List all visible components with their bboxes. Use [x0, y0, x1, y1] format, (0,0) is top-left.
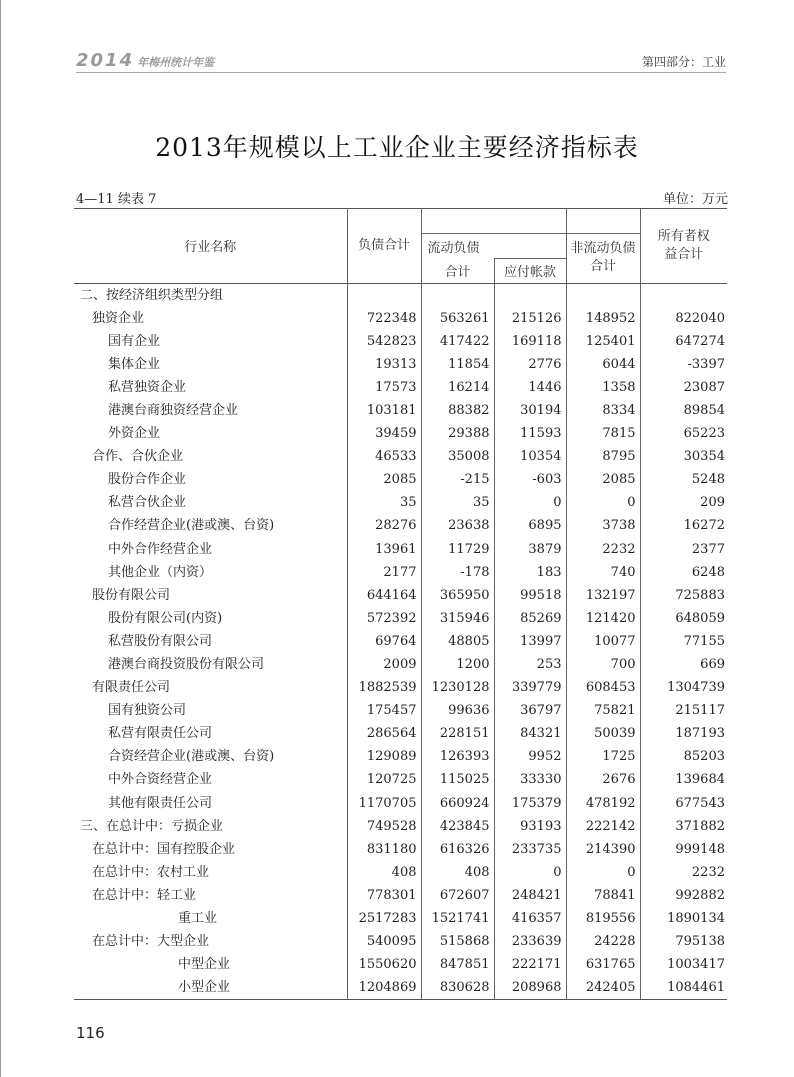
- total-liabilities-cell: 1204869: [347, 976, 421, 1000]
- table-row: [74, 907, 727, 930]
- table-row: [74, 884, 727, 907]
- page-title: 2013年规模以上工业企业主要经济指标表: [155, 133, 639, 162]
- noncurrent-cell: 0: [566, 491, 640, 514]
- equity-cell: 187193: [675, 726, 725, 742]
- total-liabilities-cell: 28276: [347, 514, 421, 537]
- equity-cell: 89854: [683, 402, 725, 418]
- table-row: [74, 676, 727, 699]
- row-label: 国有企业: [74, 330, 347, 353]
- accounts-payable-cell: -603: [494, 468, 566, 491]
- table-row: [74, 976, 727, 1000]
- row-label: 私营有限责任公司: [74, 722, 347, 745]
- noncurrent-cell: 7815: [566, 422, 640, 445]
- total-liabilities-cell: 722348: [347, 307, 421, 330]
- row-label: 在总计中：大型企业: [74, 930, 347, 953]
- total-liabilities-cell: 572392: [347, 607, 421, 630]
- accounts-payable-cell: 169118: [494, 330, 566, 353]
- yearbook-logo: [76, 50, 214, 71]
- noncurrent-cell: 50039: [566, 722, 640, 745]
- current-total-cell: 660924: [421, 792, 494, 815]
- accounts-payable-cell: 85269: [494, 607, 566, 630]
- accounts-payable-cell: 99518: [494, 584, 566, 607]
- current-total-cell: -215: [421, 468, 494, 491]
- table-row: [74, 445, 727, 468]
- noncurrent-cell: 8795: [566, 445, 640, 468]
- total-liabilities-cell: 13961: [347, 538, 421, 561]
- row-label: 有限责任公司: [74, 676, 347, 699]
- data-table-container: [74, 208, 727, 1000]
- row-label: 在总计中：国有控股企业: [74, 838, 347, 861]
- current-total-cell: 515868: [421, 930, 494, 953]
- noncurrent-cell: 740: [566, 561, 640, 584]
- table-row: [74, 330, 727, 353]
- table-row: [74, 353, 727, 376]
- table-row: [74, 792, 727, 815]
- equity-cell: 992882: [675, 887, 725, 903]
- current-total-cell: 417422: [421, 330, 494, 353]
- accounts-payable-cell: 208968: [494, 976, 566, 1000]
- total-liabilities-cell: 644164: [347, 584, 421, 607]
- equity-cell: 77155: [683, 633, 725, 649]
- total-liabilities-cell: 1882539: [347, 676, 421, 699]
- row-label: 私营独资企业: [74, 376, 347, 399]
- table-row: [74, 630, 727, 653]
- current-total-cell: 29388: [421, 422, 494, 445]
- noncurrent-cell: 700: [566, 653, 640, 676]
- noncurrent-cell: 75821: [566, 699, 640, 722]
- accounts-payable-cell: 3879: [494, 538, 566, 561]
- total-liabilities-cell: 2009: [347, 653, 421, 676]
- total-liabilities-cell: 17573: [347, 376, 421, 399]
- noncurrent-cell: 148952: [566, 307, 640, 330]
- total-liabilities-cell: 778301: [347, 884, 421, 907]
- table-number: 4—11 续表 7: [76, 192, 157, 207]
- current-total-cell: 408: [421, 861, 494, 884]
- noncurrent-cell: 132197: [566, 584, 640, 607]
- equity-cell: 5248: [691, 472, 725, 488]
- row-label: 中型企业: [74, 953, 347, 976]
- equity-cell: 795138: [675, 934, 725, 950]
- total-liabilities-cell: 540095: [347, 930, 421, 953]
- total-liabilities-cell: 286564: [347, 722, 421, 745]
- equity-cell: 647274: [675, 333, 725, 349]
- running-header: [76, 50, 726, 73]
- current-total-cell: 563261: [421, 307, 494, 330]
- accounts-payable-cell: 215126: [494, 307, 566, 330]
- current-total-cell: [421, 283, 494, 307]
- row-label: 国有独资公司: [74, 699, 347, 722]
- current-total-cell: -178: [421, 561, 494, 584]
- noncurrent-cell: 125401: [566, 330, 640, 353]
- row-label: 股份合作企业: [74, 468, 347, 491]
- table-row: [74, 399, 727, 422]
- accounts-payable-cell: 33330: [494, 768, 566, 791]
- current-total-cell: 1521741: [421, 907, 494, 930]
- accounts-payable-cell: 30194: [494, 399, 566, 422]
- noncurrent-cell: 222142: [566, 815, 640, 838]
- header-current-liabilities: 流动负债: [421, 234, 566, 259]
- row-label: 二、按经济组织类型分组: [74, 283, 347, 307]
- noncurrent-cell: 0: [566, 861, 640, 884]
- table-row: [74, 422, 727, 445]
- equity-cell: 139684: [675, 772, 725, 788]
- accounts-payable-cell: 339779: [494, 676, 566, 699]
- accounts-payable-cell: 253: [494, 653, 566, 676]
- table-row: [74, 838, 727, 861]
- row-label: 股份有限公司(内资): [74, 607, 347, 630]
- noncurrent-cell: 24228: [566, 930, 640, 953]
- noncurrent-cell: [566, 283, 640, 307]
- table-body: [74, 283, 727, 1000]
- equity-cell: 1890134: [667, 911, 725, 927]
- current-total-cell: 1200: [421, 653, 494, 676]
- total-liabilities-cell: 69764: [347, 630, 421, 653]
- row-label: 重工业: [74, 907, 347, 930]
- accounts-payable-cell: 233639: [494, 930, 566, 953]
- total-liabilities-cell: 103181: [347, 399, 421, 422]
- current-total-cell: 35008: [421, 445, 494, 468]
- equity-cell: 669: [700, 657, 725, 672]
- table-row: [74, 514, 727, 537]
- current-total-cell: 228151: [421, 722, 494, 745]
- accounts-payable-cell: 1446: [494, 376, 566, 399]
- accounts-payable-cell: 248421: [494, 884, 566, 907]
- data-table: [74, 208, 727, 1000]
- current-total-cell: 16214: [421, 376, 494, 399]
- row-label: 其他企业（内资）: [74, 561, 347, 584]
- row-label: 私营合伙企业: [74, 491, 347, 514]
- current-total-cell: 423845: [421, 815, 494, 838]
- table-row: [74, 722, 727, 745]
- equity-cell: [640, 283, 727, 307]
- current-total-cell: 315946: [421, 607, 494, 630]
- total-liabilities-cell: 408: [347, 861, 421, 884]
- row-label: 中外合资经营企业: [74, 768, 347, 791]
- noncurrent-cell: 6044: [566, 353, 640, 376]
- current-total-cell: 23638: [421, 514, 494, 537]
- total-liabilities-cell: 1170705: [347, 792, 421, 815]
- row-label: 港澳台商投资股份有限公司: [74, 653, 347, 676]
- table-row: [74, 307, 727, 330]
- row-label: 小型企业: [74, 976, 347, 1000]
- noncurrent-cell: 631765: [566, 953, 640, 976]
- current-total-cell: 847851: [421, 953, 494, 976]
- equity-cell: 6248: [691, 564, 725, 580]
- accounts-payable-cell: 10354: [494, 445, 566, 468]
- total-liabilities-cell: 46533: [347, 445, 421, 468]
- equity-cell: 85203: [683, 749, 725, 765]
- row-label: 外资企业: [74, 422, 347, 445]
- equity-cell: -3397: [687, 356, 725, 372]
- accounts-payable-cell: 175379: [494, 792, 566, 815]
- table-row: [74, 953, 727, 976]
- accounts-payable-cell: 0: [494, 861, 566, 884]
- row-label: 合作经营企业(港或澳、台资): [74, 514, 347, 537]
- table-row: [74, 491, 727, 514]
- page-number: 116: [76, 1024, 105, 1042]
- noncurrent-cell: 242405: [566, 976, 640, 1000]
- row-label: 中外合作经营企业: [74, 538, 347, 561]
- row-label: 独资企业: [74, 307, 347, 330]
- table-row: [74, 538, 727, 561]
- table-row: [74, 861, 727, 884]
- noncurrent-cell: 10077: [566, 630, 640, 653]
- header-equity: 所有者权益合计: [640, 209, 727, 284]
- total-liabilities-cell: 1550620: [347, 953, 421, 976]
- equity-cell: 209: [700, 495, 725, 511]
- accounts-payable-cell: [494, 283, 566, 307]
- table-row: [74, 930, 727, 953]
- noncurrent-cell: 2232: [566, 538, 640, 561]
- equity-cell: 65223: [683, 426, 725, 442]
- accounts-payable-cell: 13997: [494, 630, 566, 653]
- row-label: 其他有限责任公司: [74, 792, 347, 815]
- noncurrent-cell: 1358: [566, 376, 640, 399]
- brand-name: 年梅州统计年鉴: [137, 56, 215, 69]
- table-row: [74, 768, 727, 791]
- total-liabilities-cell: 2085: [347, 468, 421, 491]
- noncurrent-cell: 2676: [566, 768, 640, 791]
- current-total-cell: 1230128: [421, 676, 494, 699]
- table-row: [74, 699, 727, 722]
- total-liabilities-cell: 39459: [347, 422, 421, 445]
- current-total-cell: 672607: [421, 884, 494, 907]
- row-label: 在总计中：轻工业: [74, 884, 347, 907]
- equity-cell: 16272: [683, 518, 725, 534]
- accounts-payable-cell: 11593: [494, 422, 566, 445]
- current-total-cell: 616326: [421, 838, 494, 861]
- current-total-cell: 88382: [421, 399, 494, 422]
- header-total-liabilities: 负债合计: [347, 209, 421, 284]
- noncurrent-cell: 78841: [566, 884, 640, 907]
- table-row: [74, 283, 727, 307]
- table-row: [74, 653, 727, 676]
- noncurrent-cell: 214390: [566, 838, 640, 861]
- row-label: 三、在总计中：亏损企业: [74, 815, 347, 838]
- equity-cell: 999148: [675, 841, 725, 857]
- current-total-cell: 830628: [421, 976, 494, 1000]
- current-total-cell: 365950: [421, 584, 494, 607]
- current-total-cell: 48805: [421, 630, 494, 653]
- current-total-cell: 35: [421, 491, 494, 514]
- equity-cell: 725883: [675, 587, 725, 603]
- current-total-cell: 11729: [421, 538, 494, 561]
- total-liabilities-cell: 542823: [347, 330, 421, 353]
- accounts-payable-cell: 2776: [494, 353, 566, 376]
- brand-year: 2014: [76, 50, 135, 71]
- equity-cell: 822040: [675, 310, 725, 326]
- equity-cell: 215117: [675, 703, 725, 719]
- row-label: 私营股份有限公司: [74, 630, 347, 653]
- equity-cell: 2232: [691, 864, 725, 880]
- current-total-cell: 99636: [421, 699, 494, 722]
- row-label: 在总计中：农村工业: [74, 861, 347, 884]
- equity-cell: 23087: [683, 379, 725, 395]
- total-liabilities-cell: 120725: [347, 768, 421, 791]
- total-liabilities-cell: 2177: [347, 561, 421, 584]
- header-accounts-payable: 应付帐款: [494, 259, 566, 284]
- equity-cell: 1003417: [667, 957, 725, 973]
- row-label: 合资经营企业(港或澳、台资): [74, 745, 347, 768]
- table-row: [74, 584, 727, 607]
- equity-cell: 1084461: [640, 976, 727, 1000]
- header-current-total: 合计: [421, 259, 494, 284]
- total-liabilities-cell: 175457: [347, 699, 421, 722]
- noncurrent-cell: 2085: [566, 468, 640, 491]
- table-row: [74, 607, 727, 630]
- row-label: 集体企业: [74, 353, 347, 376]
- current-total-cell: 115025: [421, 768, 494, 791]
- accounts-payable-cell: 36797: [494, 699, 566, 722]
- table-row: [74, 561, 727, 584]
- total-liabilities-cell: 129089: [347, 745, 421, 768]
- equity-cell: 30354: [683, 449, 725, 465]
- noncurrent-cell: 1725: [566, 745, 640, 768]
- equity-cell: 371882: [675, 818, 725, 834]
- accounts-payable-cell: 9952: [494, 745, 566, 768]
- header-noncurrent-liabilities: 非流动负债合计: [566, 234, 640, 284]
- header-industry-name: 行业名称: [74, 209, 347, 284]
- total-liabilities-cell: 831180: [347, 838, 421, 861]
- row-label: 合作、合伙企业: [74, 445, 347, 468]
- current-total-cell: 11854: [421, 353, 494, 376]
- equity-cell: 1304739: [667, 680, 725, 696]
- accounts-payable-cell: 0: [494, 491, 566, 514]
- accounts-payable-cell: 416357: [494, 907, 566, 930]
- section-label: 第四部分：工业: [641, 55, 726, 69]
- noncurrent-cell: 8334: [566, 399, 640, 422]
- table-row: [74, 815, 727, 838]
- unit-label: 单位：万元: [662, 192, 728, 207]
- total-liabilities-cell: 19313: [347, 353, 421, 376]
- equity-cell: 648059: [675, 610, 725, 626]
- total-liabilities-cell: 749528: [347, 815, 421, 838]
- total-liabilities-cell: 35: [347, 491, 421, 514]
- accounts-payable-cell: 93193: [494, 815, 566, 838]
- table-row: [74, 376, 727, 399]
- row-label: 股份有限公司: [74, 584, 347, 607]
- noncurrent-cell: 608453: [566, 676, 640, 699]
- accounts-payable-cell: 233735: [494, 838, 566, 861]
- row-label: 港澳台商独资经营企业: [74, 399, 347, 422]
- noncurrent-cell: 3738: [566, 514, 640, 537]
- current-total-cell: 126393: [421, 745, 494, 768]
- noncurrent-cell: 819556: [566, 907, 640, 930]
- accounts-payable-cell: 222171: [494, 953, 566, 976]
- table-row: [74, 468, 727, 491]
- noncurrent-cell: 478192: [566, 792, 640, 815]
- accounts-payable-cell: 183: [494, 561, 566, 584]
- accounts-payable-cell: 6895: [494, 514, 566, 537]
- total-liabilities-cell: [347, 283, 421, 307]
- equity-cell: 677543: [675, 795, 725, 811]
- total-liabilities-cell: 2517283: [347, 907, 421, 930]
- table-row: [74, 745, 727, 768]
- equity-cell: 2377: [691, 541, 725, 557]
- accounts-payable-cell: 84321: [494, 722, 566, 745]
- noncurrent-cell: 121420: [566, 607, 640, 630]
